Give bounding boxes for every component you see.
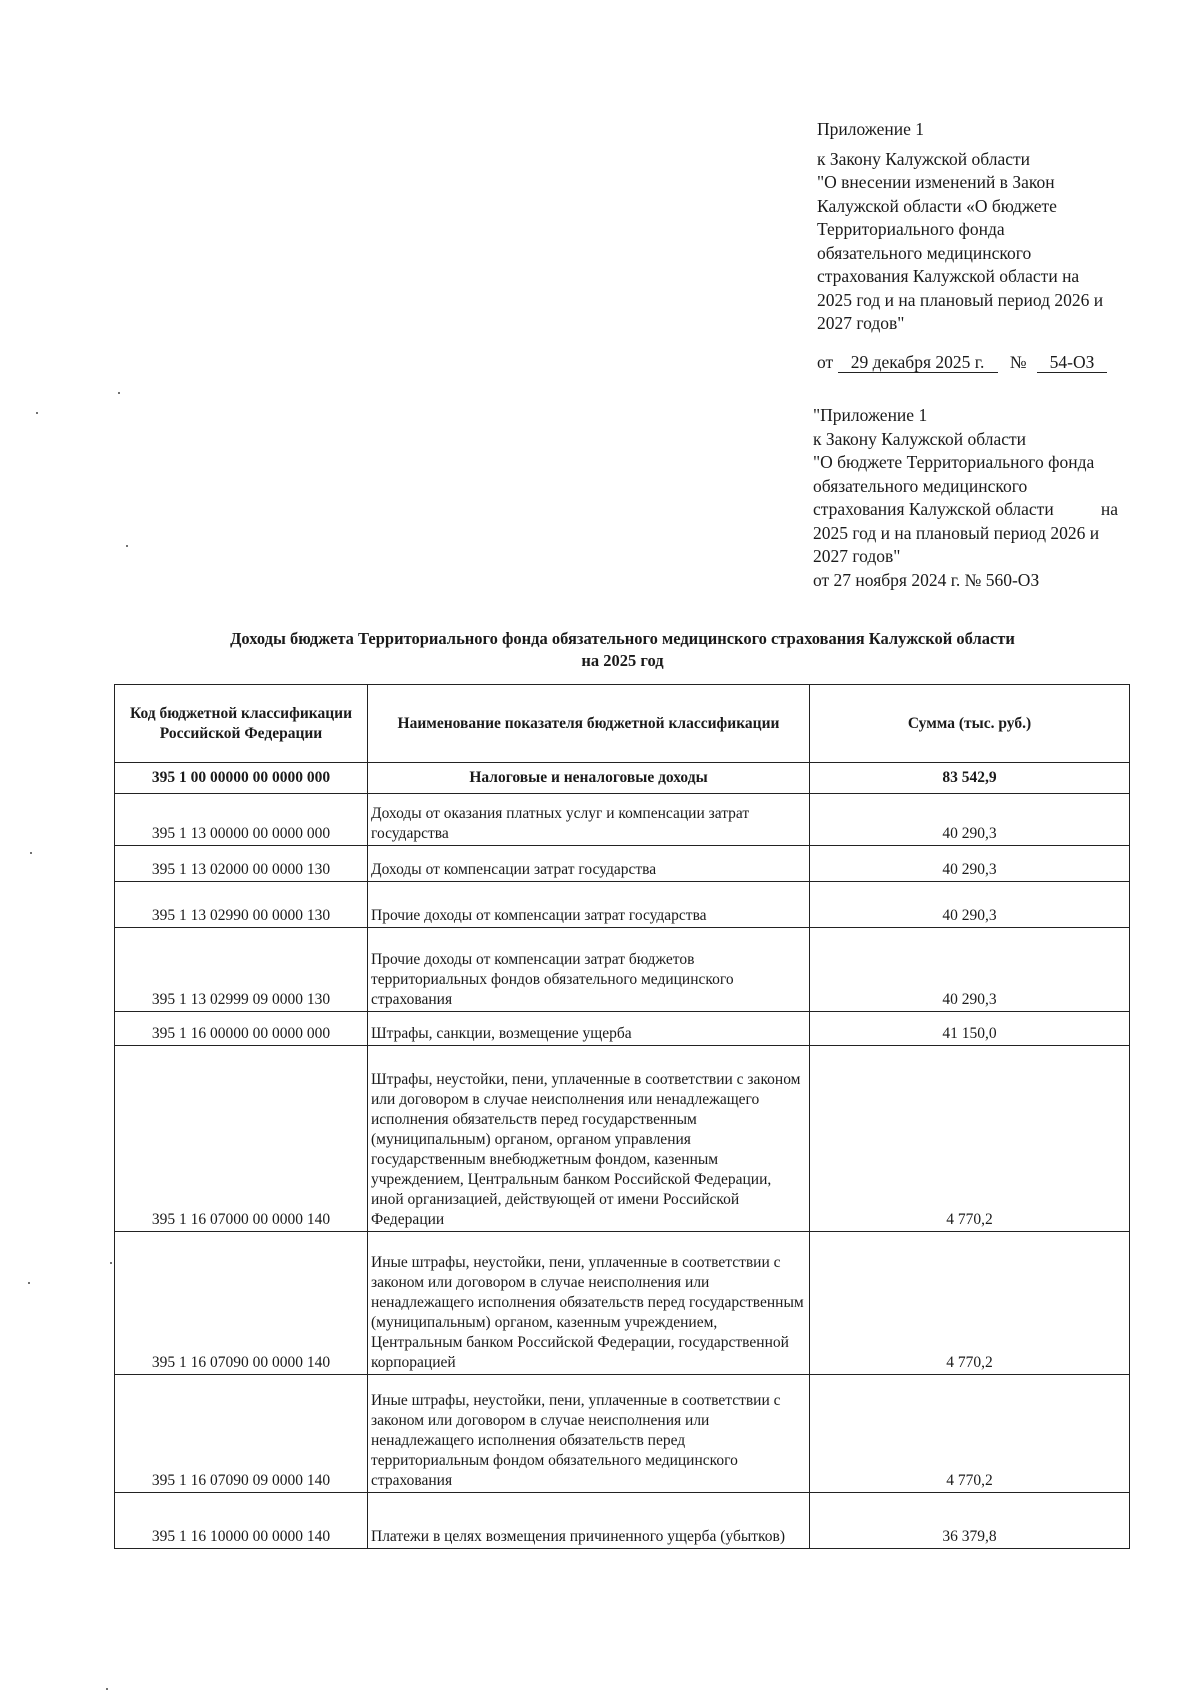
row-sum: 41 150,0: [810, 1012, 1130, 1046]
appendix-1-line: страхования Калужской области на: [817, 266, 1080, 286]
table-header-row: [115, 685, 1130, 763]
row-code: 395 1 13 02990 00 0000 130: [115, 882, 368, 928]
table-row: [115, 794, 1130, 846]
row-name: Иные штрафы, неустойки, пени, уплаченные в соответствии с законом или договором в случае неисполнения или ненадлежащего исполнения обязательств перед государственным (муниципальным) органом, казенным учреждением, Центральным банком Российской Федерации, государственной корпорацией: [368, 1232, 810, 1375]
appendix-1-block: [817, 118, 1137, 336]
row-sum: 40 290,3: [810, 846, 1130, 882]
table-row: [115, 1493, 1130, 1549]
table-row: [115, 846, 1130, 882]
appendix-2-line: "О бюджете Территориального фонда: [813, 452, 1095, 472]
appendix-1-line: 2025 год и на плановый период 2026 и: [817, 289, 1104, 310]
header-code: Код бюджетной классификации Российской Федерации: [115, 685, 368, 763]
row-name: Платежи в целях возмещения причиненного ущерба (убытков): [368, 1493, 810, 1549]
row-name: Налоговые и неналоговые доходы: [368, 763, 810, 794]
row-sum: 4 770,2: [810, 1232, 1130, 1375]
row-sum: 4 770,2: [810, 1375, 1130, 1493]
row-code: 395 1 16 07090 00 0000 140: [115, 1232, 368, 1375]
table-row: [115, 1232, 1130, 1375]
appendix-2-line: к Закону Калужской области: [813, 428, 1027, 449]
appendix-2-split-right: на: [1100, 499, 1118, 519]
table-row: [115, 1375, 1130, 1493]
appendix-1-line: Калужской области «О бюджете: [817, 195, 1057, 216]
scan-speck: [126, 545, 128, 547]
row-name: Штрафы, санкции, возмещение ущерба: [368, 1012, 810, 1046]
row-code: 395 1 16 10000 00 0000 140: [115, 1493, 368, 1549]
table-row: [115, 882, 1130, 928]
row-sum: 40 290,3: [810, 928, 1130, 1012]
appendix-2-line: обязательного медицинского: [813, 475, 1028, 496]
appendix-1-line: Территориального фонда: [817, 219, 1005, 239]
row-name: Доходы от оказания платных услуг и компенсации затрат государства: [368, 794, 810, 846]
law-date-line: [817, 352, 1107, 373]
row-sum: 4 770,2: [810, 1046, 1130, 1232]
appendix-2-line: 2025 год и на плановый период 2026 и: [813, 522, 1100, 543]
header-name: Наименование показателя бюджетной классификации: [368, 685, 810, 763]
document-title: [110, 628, 1135, 672]
row-name: Штрафы, неустойки, пени, уплаченные в соответствии с законом или договором в случае неисполнения или ненадлежащего исполнения обязательств перед государственным (муниципальным) органом, органом управления государственным внебюджетным фондом, казенным учреждением, Центральным банком Российской Федерации, иной организацией, действующей от имени Российской Федерации: [368, 1046, 810, 1232]
appendix-1-line: "О внесении изменений в Закон: [817, 172, 1055, 192]
header-sum: Сумма (тыс. руб.): [810, 685, 1130, 763]
appendix-2-line: от 27 ноября 2024 г. № 560-ОЗ: [813, 569, 1040, 590]
table-row: [115, 1012, 1130, 1046]
row-name: Доходы от компенсации затрат государства: [368, 846, 810, 882]
scan-speck: [110, 1262, 112, 1264]
table-row: [115, 928, 1130, 1012]
row-code: 395 1 16 07000 00 0000 140: [115, 1046, 368, 1232]
row-sum: 40 290,3: [810, 794, 1130, 846]
row-code: 395 1 13 02000 00 0000 130: [115, 846, 368, 882]
appendix-2-split-left: страхования Калужской области: [813, 499, 1054, 519]
appendix-1-line: обязательного медицинского: [817, 242, 1032, 263]
row-sum: 36 379,8: [810, 1493, 1130, 1549]
row-sum: 83 542,9: [810, 763, 1130, 794]
row-code: 395 1 13 02999 09 0000 130: [115, 928, 368, 1012]
row-name: Прочие доходы от компенсации затрат государства: [368, 882, 810, 928]
scan-speck: [30, 852, 32, 854]
row-code: 395 1 16 07090 09 0000 140: [115, 1375, 368, 1493]
row-code: 395 1 13 00000 00 0000 000: [115, 794, 368, 846]
table-row: [115, 763, 1130, 794]
number-sign: №: [1009, 352, 1027, 372]
row-code: 395 1 16 00000 00 0000 000: [115, 1012, 368, 1046]
law-date: 29 декабря 2025 г.: [838, 352, 998, 373]
appendix-2-split-line: [813, 498, 1118, 522]
row-sum: 40 290,3: [810, 882, 1130, 928]
row-code: 395 1 00 00000 00 0000 000: [115, 763, 368, 794]
row-name: Прочие доходы от компенсации затрат бюджетов территориальных фондов обязательного медицинского страхования: [368, 928, 810, 1012]
income-table: [114, 684, 1130, 1549]
scan-speck: [106, 1688, 108, 1690]
title-line-2: на 2025 год: [581, 651, 664, 670]
law-number: 54-ОЗ: [1037, 352, 1107, 373]
title-line-1: Доходы бюджета Территориального фонда обязательного медицинского страхования Калужской области: [230, 629, 1015, 648]
appendix-2-block: [813, 404, 1133, 592]
appendix-1-line: к Закону Калужской области: [817, 148, 1031, 169]
scan-speck: [28, 1282, 30, 1284]
date-prefix: от: [817, 352, 834, 372]
appendix-2-line: 2027 годов": [813, 546, 901, 566]
row-name: Иные штрафы, неустойки, пени, уплаченные в соответствии с законом или договором в случае неисполнения или ненадлежащего исполнения обязательств перед территориальным фондом обязательного медицинского страхования: [368, 1375, 810, 1493]
appendix-1-heading: Приложение 1: [817, 119, 925, 139]
table-row: [115, 1046, 1130, 1232]
scan-speck: [36, 412, 38, 414]
scan-speck: [118, 392, 120, 394]
appendix-1-line: 2027 годов": [817, 313, 905, 333]
appendix-2-heading: "Приложение 1: [813, 405, 928, 425]
